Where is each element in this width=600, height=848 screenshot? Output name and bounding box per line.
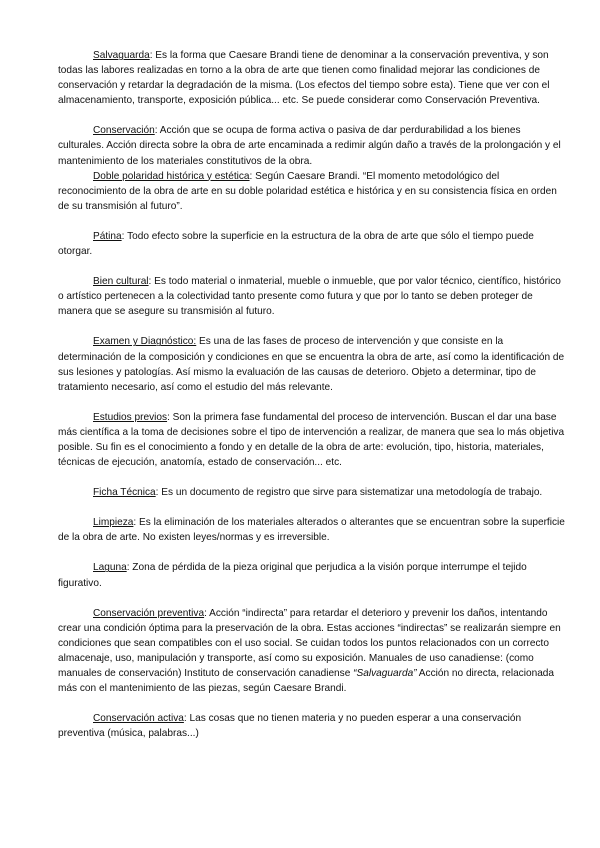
term: Conservación [93, 125, 155, 137]
term: Examen y Diagnóstico: [93, 336, 197, 348]
document-page [58, 48, 566, 741]
definition: Zona de pérdida de la pieza original que perjudica a la visión porque interrumpe el tejido figurativo. [58, 562, 527, 589]
term: Conservación activa [93, 713, 184, 725]
definition: Acción “indirecta” para retardar el deterioro y prevenir los daños, intentando crear una condición óptima para la preservación de la obra. Estas acciones “indirectas” se realizarán siempre en condiciones que sean compatibles con el uso social. Se cuidan todos los puntos relacionados con un correcto almacenaje, uso, manipulación y transporte, así como su exposición. Manuales de uso canadiense: (como manuales de conservación) Instituto de conservación canadiense [58, 607, 561, 679]
entry-examen-diagnostico [58, 334, 566, 394]
definition: Es un documento de registro que sirve para sistematizar una metodología de trabajo. [161, 487, 543, 499]
definition: Todo efecto sobre la superficie en la estructura de la obra de arte que sólo el tiempo puede otorgar. [58, 230, 534, 258]
italic-term: “Salvaguarda” [353, 668, 417, 679]
entry-laguna: Laguna: Zona de pérdida de la pieza original que perjudica a la visión porque interrumpe el tejido figurativo. [58, 562, 527, 589]
entry-conservacion: Conservación: Acción que se ocupa de forma activa o pasiva de dar perdurabilidad a los bienes culturales. Acción directa sobre la obra de arte encaminada a redimir algún daño a través de la prolongación y el mantenimiento de los materiales constitutivos de la obra. [58, 125, 561, 167]
term: Salvaguarda [93, 50, 150, 61]
definition-tail: Acción no directa, relacionada más con el mantenimiento de las piezas, según Caesare Brandi. [58, 668, 555, 695]
term: Limpieza [93, 517, 134, 529]
definition: Es la eliminación de los materiales alterados o alterantes que se encuentran sobre la superficie de la obra de arte. No existen leyes/normas y es irreversible. [58, 517, 565, 544]
definition: Las cosas que no tienen materia y no pueden esperar a una conservación preventiva (música, palabras...) [58, 713, 522, 740]
term: Laguna [93, 562, 127, 574]
entry-conservacion-preventiva: Conservación preventiva: Acción “indirecta” para retardar el deterioro y prevenir los daños, intentando crear una condición óptima para la preservación de la obra. Estas acciones “indirectas” se realizarán siempre en condiciones que sean compatibles con el uso social. Se cuidan todos los puntos relacionados con un correcto almacenaje, uso, manipulación y transporte, así como su exposición. Manuales de uso canadiense: (como manuales de conservación) Instituto de conservación canadiense “Salvaguarda” Acción no directa, relacionada más con el mantenimiento de las piezas, según Caesare Brandi. [58, 607, 561, 695]
term: Conservación preventiva [93, 607, 205, 619]
definition: Es una de las fases de proceso de intervención y que consiste en la determinación de la composición y condiciones en que se encuentra la obra de arte, así como la identificación de sus lesiones y patologías. Así mismo la evaluación de las causas de deterioro. Objeto a determinar, tipo de tratamiento necesario, así como el estudio del más relevante. [58, 336, 565, 393]
entry-estudios-previos: Estudios previos: Son la primera fase fundamental del proceso de intervención. Buscan el dar una base más científica a la toma de decisiones sobre el tipo de intervención a realizar, de manera que sea lo más objetiva posible. Su fin es el conocimiento a fondo y en detalle de la obra de arte: evolución, tipo, historia, materiales, técnicas de ejecución, anatomía, estado de conservación... etc. [58, 411, 565, 469]
entry-conservacion-activa: Conservación activa: Las cosas que no tienen materia y no pueden esperar a una conservación preventiva (música, palabras...) [58, 713, 522, 740]
definition: Son la primera fase fundamental del proceso de intervención. Buscan el dar una base más científica a la toma de decisiones sobre el tipo de intervención a realizar, de manera que sea lo más objetiva posible. Su fin es el conocimiento a fondo y en detalle de la obra de arte: evolución, tipo, historia, materiales, técnicas de ejecución, anatomía, estado de conservación... etc. [58, 411, 565, 469]
term: Estudios previos [93, 411, 168, 423]
entry-salvaguarda: Salvaguarda: Es la forma que Caesare Brandi tiene de denominar a la conservación preventiva, y son todas las labores realizadas en torno a la obra de arte que tienen como finalidad mejorar las condiciones de conservación y retardar la degradación de la misma. (Los efectos del tiempo sobre esta). Tiene que ver con el almacenamiento, transporte, exposición pública... etc. Se puede considerar como Conservación Preventiva. [58, 50, 550, 107]
entry-patina: Pátina: Todo efecto sobre la superficie en la estructura de la obra de arte que sólo el tiempo puede otorgar. [58, 230, 534, 258]
entry-bien-cultural: Bien cultural: Es todo material o inmaterial, mueble o inmueble, que por valor técnico, científico, histórico o artístico pertenecen a la colectividad tanto presente como futura y que por lo tanto se deben proteger de manera que se asegure su transmisión al futuro. [58, 276, 561, 318]
definition: Según Caesare Brandi. “El momento metodológico del reconocimiento de la obra de arte en su doble polaridad estética e histórica y en su consistencia física en orden de su transmisión al futuro”. [58, 170, 557, 212]
definition: Es todo material o inmaterial, mueble o inmueble, que por valor técnico, científico, histórico o artístico pertenecen a la colectividad tanto presente como futura y que por lo tanto se deben proteger de manera que se asegure su transmisión al futuro. [58, 276, 561, 318]
entry-ficha-tecnica: Ficha Técnica: Es un documento de registro que sirve para sistematizar una metodología de trabajo. [93, 487, 543, 499]
term: Ficha Técnica [93, 487, 156, 499]
term: Bien cultural [93, 276, 149, 288]
term: Pátina [93, 230, 122, 242]
definition: Acción que se ocupa de forma activa o pasiva de dar perdurabilidad a los bienes culturales. Acción directa sobre la obra de arte encaminada a redimir algún daño a través de la prolongación y el mantenimiento de los materiales constitutivos de la obra. [58, 125, 561, 167]
entry-limpieza: Limpieza: Es la eliminación de los materiales alterados o alterantes que se encuentran sobre la superficie de la obra de arte. No existen leyes/normas y es irreversible. [58, 517, 565, 544]
term: Doble polaridad histórica y estética [93, 170, 250, 182]
definition: Es la forma que Caesare Brandi tiene de denominar a la conservación preventiva, y son todas las labores realizadas en torno a la obra de arte que tienen como finalidad mejorar las condiciones de conservación y retardar la degradación de la misma. (Los efectos del tiempo sobre esta). Tiene que ver con el almacenamiento, transporte, exposición pública... etc. Se puede considerar como Conservación Preventiva. [58, 50, 550, 107]
entry-doble-polaridad: Doble polaridad histórica y estética: Según Caesare Brandi. “El momento metodológico del reconocimiento de la obra de arte en su doble polaridad estética e histórica y en su consistencia física en orden de su transmisión al futuro”. [58, 170, 557, 212]
